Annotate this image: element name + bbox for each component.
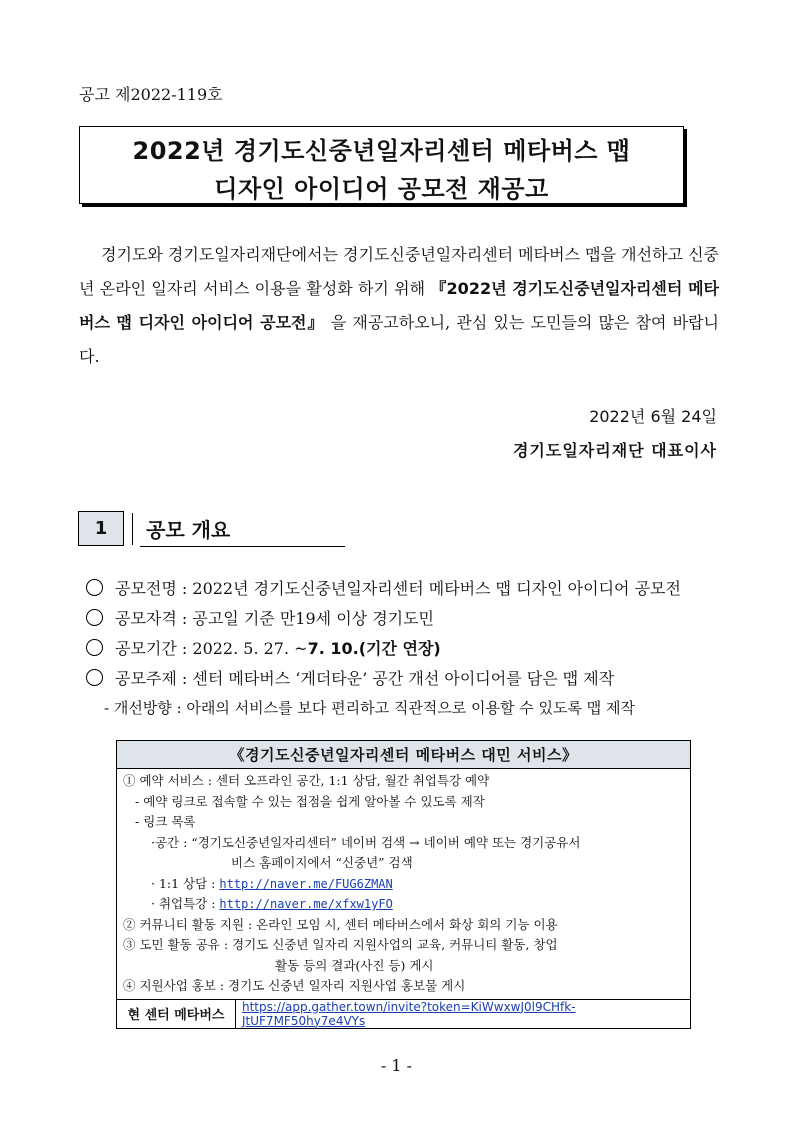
announcement-date: 2022년 6월 24일 <box>589 407 717 426</box>
intro-paragraph <box>79 238 719 374</box>
list-item-eligibility: 공모자격 : 공고일 기준 만19세 이상 경기도민 <box>86 602 726 632</box>
services-body <box>117 769 691 1000</box>
list-item-direction: - 개선방향 : 아래의 서비스를 보다 편리하고 직관적으로 이용할 수 있도록 맵 제작 <box>104 698 636 717</box>
service-consult-row: · 1:1 상담 : http://naver.me/FUG6ZMAN <box>151 875 393 891</box>
section-divider <box>132 513 133 545</box>
current-metaverse-label: 현 센터 메타버스 <box>117 999 236 1028</box>
service-space-link-cont: 비스 홈페이지에서 “신중년” 검색 <box>231 855 413 870</box>
title-line-2: 디자인 아이디어 공모전 재공고 <box>214 175 549 203</box>
service-share: ③ 도민 활동 공유 : 경기도 신중년 일자리 지원사업의 교육, 커뮤니티 활동, 창업 <box>123 937 558 952</box>
notice-number: 공고 제2022-119호 <box>79 85 223 104</box>
service-share-cont: 활동 등의 결과(사진 등) 게시 <box>275 957 434 973</box>
circle-bullet-icon <box>86 579 103 596</box>
title-line-1: 2022년 경기도신중년일자리센터 메타버스 맵 <box>132 137 631 165</box>
lecture-link[interactable]: http://naver.me/xfxw1yFO <box>219 897 393 911</box>
intro-contest-name: 『2022년 경기도신중년일자리센터 메타버스 맵 디자인 아이디어 공모전』 <box>79 279 719 332</box>
intro-text-2: 을 재공고하오니, 관심 있는 도민들의 많은 참여 바랍니다. <box>79 313 719 366</box>
period-extended: 7. 10.(기간 연장) <box>307 638 441 658</box>
consult-link[interactable]: http://naver.me/FUG6ZMAN <box>219 876 393 891</box>
current-metaverse-cell <box>236 999 691 1028</box>
list-item-period: 공모기간 : 2022. 5. 27. ~ 7. 10.(기간 연장) <box>86 632 726 662</box>
service-reservation: ① 예약 서비스 : 센터 오프라인 공간, 1:1 상담, 월간 취업특강 예약 <box>123 773 490 788</box>
service-promo: ④ 지원사업 홍보 : 경기도 신중년 일자리 지원사업 홍보물 게시 <box>123 978 466 993</box>
section-underline <box>140 546 345 547</box>
circle-bullet-icon <box>86 609 103 626</box>
services-table <box>116 740 691 1029</box>
services-heading: 《경기도신중년일자리센터 메타버스 대민 서비스》 <box>117 741 691 769</box>
overview-list <box>86 572 726 722</box>
section-number: 1 <box>78 511 124 546</box>
service-link-list-label: - 링크 목록 <box>135 814 196 829</box>
service-lecture-row: · 취업특강 : http://naver.me/xfxw1yFO <box>151 896 393 911</box>
intro-text-1: 경기도와 경기도일자리재단에서는 경기도신중년일자리센터 메타버스 맵을 개선하고 신중년 온라인 일자리 서비스 이용을 활성화 하기 위해 <box>79 245 719 298</box>
section-title: 공모 개요 <box>146 518 231 542</box>
service-reservation-desc: - 예약 링크로 접속할 수 있는 접점을 쉽게 알아볼 수 있도록 제작 <box>135 793 485 809</box>
signer: 경기도일자리재단 대표이사 <box>512 441 717 460</box>
metaverse-link[interactable]: https://app.gather.town/invite?token=KiWwxwJ0l9CHfk-JtUF7MF50hy7e4VYs <box>242 999 576 1028</box>
service-space-link: ·공간 : “경기도신중년일자리센터” 네이버 검색 → 네이버 예약 또는 경기공유서 <box>151 834 581 850</box>
title-box <box>79 126 684 204</box>
circle-bullet-icon <box>86 639 103 656</box>
circle-bullet-icon <box>86 669 103 686</box>
service-community: ② 커뮤니티 활동 지원 : 온라인 모임 시, 센터 메타버스에서 화상 회의 기능 이용 <box>123 916 558 932</box>
list-item-name: 공모전명 : 2022년 경기도신중년일자리센터 메타버스 맵 디자인 아이디어 공모전 <box>86 572 726 602</box>
page-number: - 1 - <box>380 1056 413 1075</box>
list-item-topic: 공모주제 : 센터 메타버스 ‘게더타운’ 공간 개선 아이디어를 담은 맵 제작 <box>86 662 726 692</box>
